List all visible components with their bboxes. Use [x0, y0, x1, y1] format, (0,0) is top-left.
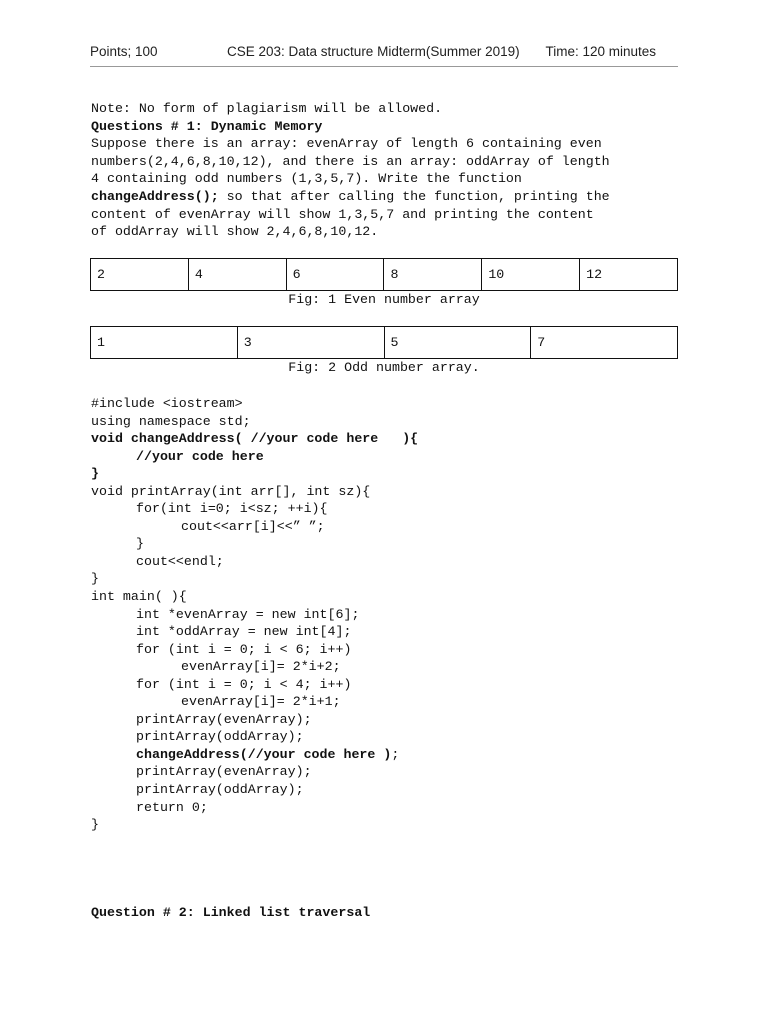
code-line: evenArray[i]= 2*i+1; — [181, 694, 341, 710]
table-row — [91, 259, 678, 291]
code-line: int *evenArray = new int[6]; — [136, 606, 360, 622]
question-text-line: of oddArray will show 2,4,6,8,10,12. — [91, 224, 379, 240]
array-cell: 8 — [384, 259, 482, 291]
code-line: printArray(oddArray); — [136, 729, 304, 745]
odd-array-caption: Fig: 2 Odd number array. — [288, 360, 480, 375]
odd-array-table — [90, 326, 678, 359]
array-cell: 6 — [286, 259, 384, 291]
code-line: int *oddArray = new int[4]; — [136, 624, 352, 640]
code-line: } — [91, 817, 99, 833]
code-line: } — [136, 536, 144, 552]
code-line: return 0; — [136, 799, 208, 815]
even-array-table — [90, 258, 678, 291]
code-line: for (int i = 0; i < 6; i++) — [136, 641, 352, 657]
code-line: cout<<endl; — [136, 553, 224, 569]
code-line: for(int i=0; i<sz; ++i){ — [136, 501, 328, 517]
code-line: printArray(evenArray); — [136, 711, 312, 727]
question-2-title: Question # 2: Linked list traversal — [91, 905, 371, 920]
time-label: Time: 120 minutes — [545, 44, 656, 59]
code-line: void printArray(int arr[], int sz){ — [91, 483, 371, 499]
code-fragment: ; — [391, 746, 400, 762]
question-text-line — [91, 188, 691, 206]
question-1-title: Questions # 1: Dynamic Memory — [91, 118, 323, 134]
code-line — [91, 746, 691, 764]
code-line: evenArray[i]= 2*i+2; — [181, 659, 341, 675]
array-cell: 3 — [237, 327, 384, 359]
code-line: } — [91, 571, 99, 587]
page-header — [90, 44, 678, 64]
code-line: #include <iostream> — [91, 396, 243, 411]
array-cell: 2 — [91, 259, 189, 291]
table-row — [91, 327, 678, 359]
exam-title: CSE 203: Data structure Midterm(Summer 2019) — [227, 44, 520, 59]
code-line: printArray(oddArray); — [136, 782, 304, 798]
array-cell: 12 — [580, 259, 678, 291]
code-line: //your code here — [136, 448, 264, 464]
even-array-caption: Fig: 1 Even number array — [288, 292, 480, 307]
question-text-line: 4 containing odd numbers (1,3,5,7). Write the function — [91, 171, 522, 187]
code-line: void changeAddress( //your code here ){ — [91, 431, 419, 447]
question-text-line: Suppose there is an array: evenArray of length 6 containing even — [91, 136, 602, 152]
code-line: for (int i = 0; i < 4; i++) — [136, 676, 352, 692]
function-name: changeAddress(); — [91, 188, 219, 204]
array-cell: 5 — [384, 327, 531, 359]
code-line: } — [91, 466, 99, 482]
array-cell: 10 — [482, 259, 580, 291]
code-line: int main( ){ — [91, 589, 187, 605]
code-fragment: changeAddress(//your code here ) — [136, 746, 392, 762]
code-line: using namespace std; — [91, 413, 251, 429]
code-listing — [91, 395, 691, 834]
header-divider — [90, 66, 678, 67]
code-line: printArray(evenArray); — [136, 764, 312, 780]
points-label: Points; 100 — [90, 44, 158, 59]
array-cell: 1 — [91, 327, 238, 359]
question-1-text — [91, 100, 691, 241]
question-text-line: numbers(2,4,6,8,10,12), and there is an array: oddArray of length — [91, 153, 610, 169]
array-cell: 4 — [188, 259, 286, 291]
plagiarism-note: Note: No form of plagiarism will be allowed. — [91, 101, 443, 116]
question-text-line: content of evenArray will show 1,3,5,7 and printing the content — [91, 206, 594, 222]
array-cell: 7 — [531, 327, 678, 359]
code-line: cout<<arr[i]<<” ”; — [181, 518, 325, 534]
question-text-fragment: so that after calling the function, printing the — [218, 188, 610, 204]
